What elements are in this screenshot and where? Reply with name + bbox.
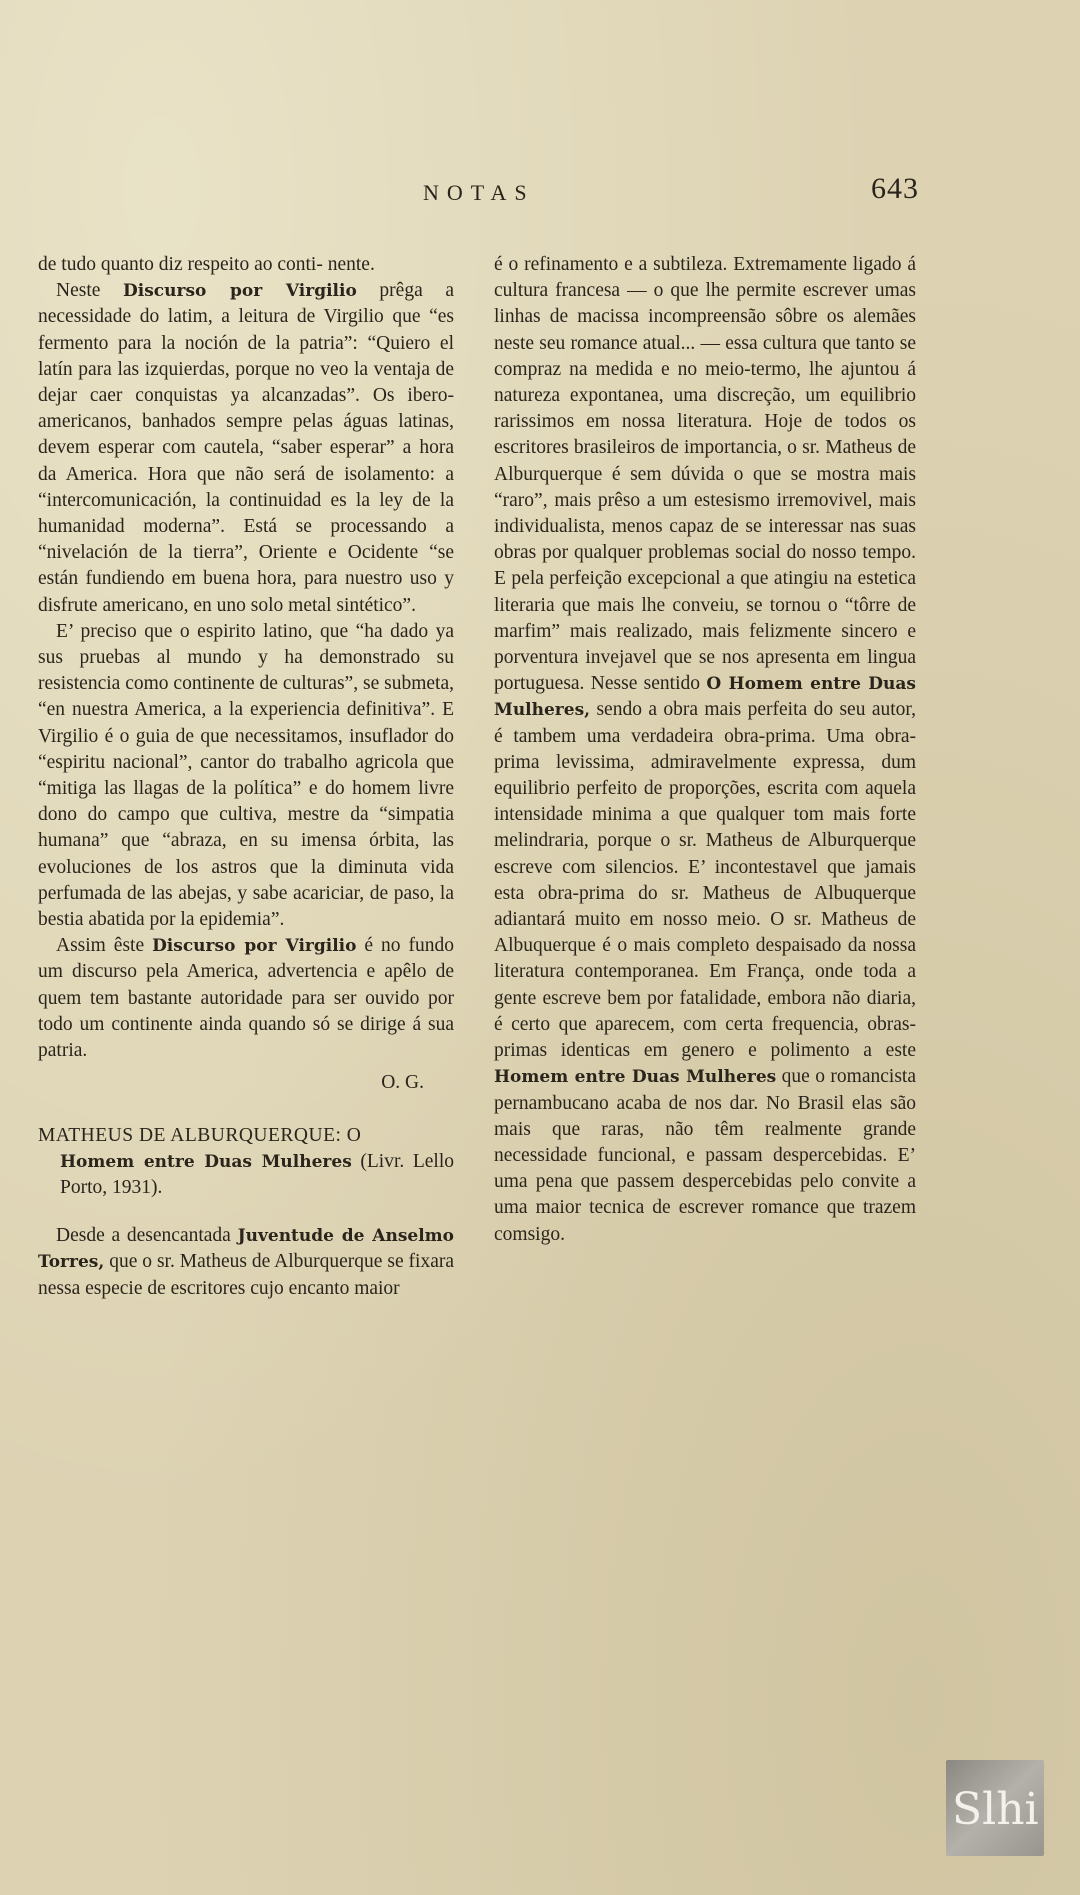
paragraph-review-continued <box>494 252 916 1248</box>
book-title: Homem entre Duas Mulheres <box>60 1151 352 1172</box>
watermark-text: Slhi <box>952 1784 1039 1835</box>
paragraph-discurso <box>38 278 454 619</box>
paragraph-text: que o romancista pernambucano acaba de nos dar. No Brasil elas são mais que raras, não têm realmente grande necessidade funcional, e passam despercebidas. E’ uma pena que passem despercebidas pelo convite a uma maior tecnica de escrever romance que trazem comsigo. <box>494 1066 916 1245</box>
right-column <box>494 252 916 1248</box>
book-title: O Homem entre Duas Mulheres, <box>494 674 916 721</box>
paragraph-text: Assim êste <box>56 935 153 957</box>
paragraph-continuation: de tudo quanto diz respeito ao conti- nente. <box>38 254 375 275</box>
paragraph-text: Desde a desencantada <box>56 1225 238 1247</box>
paragraph-text: é o refinamento e a subtileza. Extremamente ligado á cultura francesa — o que lhe permite escrever umas linhas de macissa incompreensão sôbre os alemães neste seu romance atual... — essa cultura que tanto se compraz na medida e no meio-termo, lhe ajuntou á natureza expontanea, uma discreção, um equilibrio rarissimos em nossa literatura. Hoje de todos os escritores brasileiros de importancia, o sr. Matheus de Alburquerque é sem dúvida o que se mostra mais “raro”, mais prêso a um estesismo irremovivel, mais individualista, menos capaz de se interessar nas suas obras por qualquer problemas social do nosso tempo. E pela perfeição excepcional a que atingiu na estetica literaria que mais lhe conveiu, se tornou o “tôrre de marfim” mais realizado, mais felizmente sincero e porventura invejavel que se nos apresenta em lingua portuguesa. Nesse sentido <box>494 254 916 695</box>
paragraph-review-start <box>38 1223 454 1302</box>
paragraph-espirito-latino: E’ preciso que o espirito latino, que “ha dado ya sus pruebas al mundo y ha demonstrado su resistencia como continente de culturas”, se submeta, “en nuestra America, a la experiencia definitiva”. E Virgilio é o guia de que necessitamos, insuflador do “espiritu nacional”, cantor do trabalho agricola que “mitiga las llagas de la política” e do homem livre dono do campo que cultiva, mestre da “simpatia humana” que “abraza, en su imensa órbita, las evoluciones de los astros que la diminuta vida perfumada de las abejas, y sabe acariciar, de paso, la bestia abatida por la epidemia”. <box>38 620 454 931</box>
book-title: Homem entre Duas Mulheres <box>494 1067 777 1088</box>
left-column <box>38 252 454 1302</box>
paragraph-text: que o sr. Matheus de Alburquerque se fixara nessa especie de escritores cujo encanto maior <box>38 1251 454 1299</box>
paragraph-text: prêga a necessidade do latim, a leitura de Virgilio que “es fermento para la noción de la patria”: “Quiero el latín para las izquierdas, porque no veo la ventaja de dejar caer conquistas ya alcanzadas”. Os ibero-americanos, banhados sempre pelas águas latinas, devem esperar com cautela, “saber esperar” a hora da America. Hora que não será de isolamento: a “intercomunicación, la continuidad es la ley de la humanidad moderna”. Está se processando a “nivelación de la tierra”, Oriente e Ocidente “se están fundiendo em buena hora, para nuestro uso y disfrute americano, en uno solo metal sintético”. <box>38 280 454 616</box>
section-title: NOTAS <box>423 180 535 205</box>
page-number: 643 <box>871 172 919 205</box>
author-signature: O. G. <box>381 1072 424 1094</box>
book-title: Juventude de Anselmo Torres, <box>38 1226 454 1273</box>
review-heading: MATHEUS DE ALBURQUERQUE: O <box>38 1124 362 1146</box>
paragraph-text: Neste <box>56 280 124 302</box>
paragraph-conclusion <box>38 933 454 1064</box>
watermark-stamp <box>946 1760 1044 1856</box>
running-header <box>0 172 1080 212</box>
review-book-line <box>38 1149 454 1201</box>
paragraph-text: é no fundo um discurso pela America, advertencia e apêlo de quem tem bastante autoridade para ser ouvido por todo um continente ainda quando só se dirige á sua patria. <box>38 935 454 1062</box>
publisher-info: (Livr. Lello Porto, 1931). <box>60 1150 454 1198</box>
book-title: Discurso por Virgilio <box>123 281 357 302</box>
paragraph-text: sendo a obra mais perfeita do seu autor, é tambem uma verdadeira obra-prima. Uma obra-prima levissima, admiravelmente expressa, dum equilibrio perfeito de proporções, escrita com aquela intensidade minima a que qualquer tom mais forte melindraria, porque o sr. Matheus de Alburquerque escreve com silencios. E’ incontestavel que jamais esta obra-prima do sr. Matheus de Albuquerque adiantará muito em nosso meio. O sr. Matheus de Albuquerque é o mais completo despaisado da nossa literatura contemporanea. Em França, onde toda a gente escreve bem por fatalidade, embora não diaria, é certo que aparecem, com certa frequencia, obras-primas identicas em genero e polimento a este <box>494 699 916 1062</box>
book-title: Discurso por Virgilio <box>152 936 357 957</box>
